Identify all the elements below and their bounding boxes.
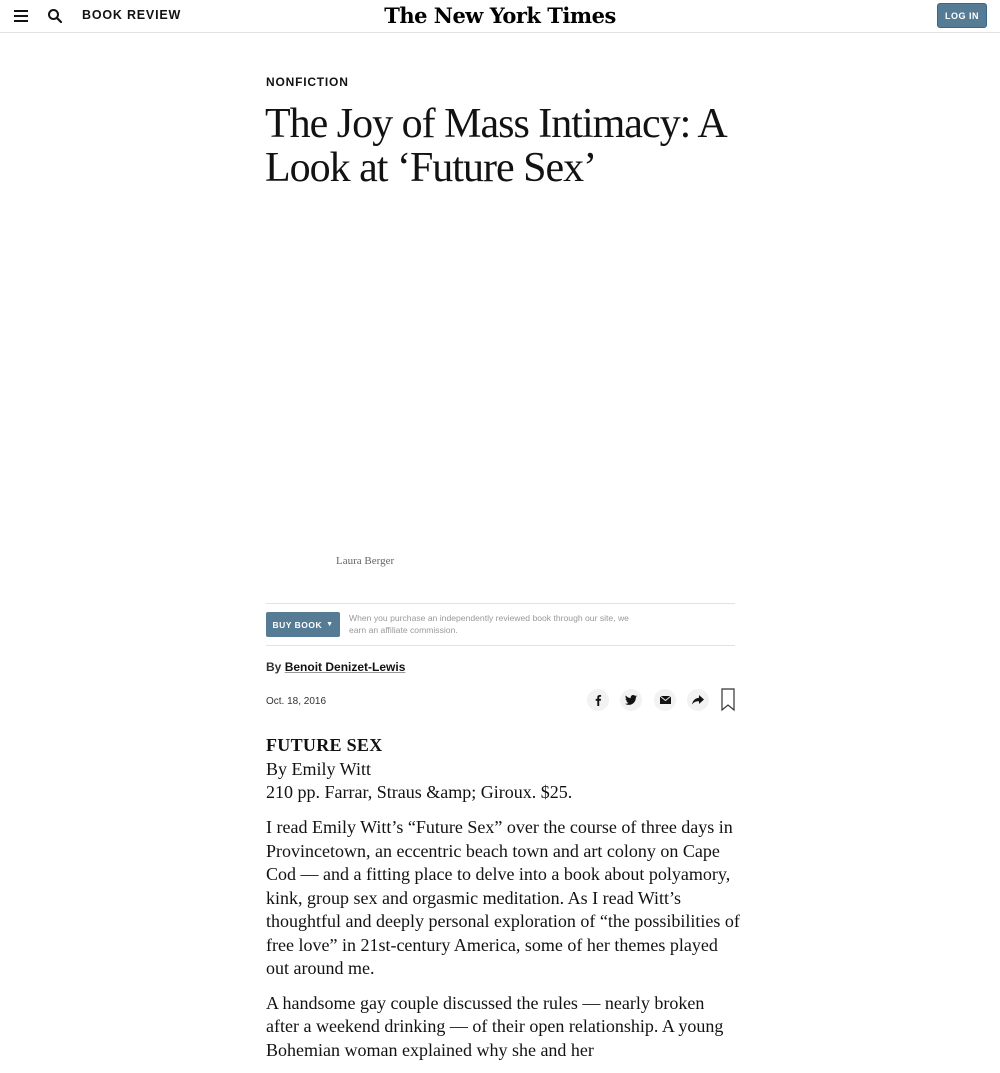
email-icon [660,696,671,704]
section-name-link[interactable]: BOOK REVIEW [82,8,182,22]
buy-book-button[interactable] [266,612,340,637]
article-body [266,816,741,1073]
article-kicker[interactable]: NONFICTION [266,75,349,89]
twitter-icon [625,695,637,705]
caret-down-icon: ▼ [326,621,334,628]
book-details: 210 pp. Farrar, Straus &amp; Giroux. $25. [266,782,573,802]
facebook-icon [593,694,603,706]
body-paragraph: A handsome gay couple discussed the rules — nearly broken after a weekend drinking — of their open relationship. A young Bohemian woman explained why she and her [266,992,724,1060]
body-paragraph: I read Emily Witt’s “Future Sex” over the course of three days in Provincetown, an eccentric beach town and art colony on Cape Cod — and a fitting place to delve into a book about polyamory, kink, group sex and orgasmic meditation. As I read Witt’s thoughtful and deeply personal exploration of “the possibilities of free love” in 21st-century America, some of her themes played out around me. [266,817,740,978]
masthead-text[interactable]: The New York Times [384,3,616,28]
twitter-share-button[interactable] [620,689,642,711]
byline-prefix: By [266,660,285,674]
publish-date: Oct. 18, 2016 [266,696,327,707]
facebook-share-button[interactable] [587,689,609,711]
bookmark-icon[interactable] [721,688,735,712]
affiliate-note: When you purchase an independently reviewed book through our site, we earn an affiliate commission. [349,613,629,635]
book-author: By Emily Witt [266,758,371,779]
share-arrow-icon [692,695,704,705]
buy-book-label: BUY BOOK [272,619,323,630]
top-bar [0,0,1000,33]
more-share-button[interactable] [687,689,709,711]
email-share-button[interactable] [654,689,676,711]
article-headline: The Joy of Mass Intimacy: A Look at ‘Future Sex’ [265,101,725,191]
author-link[interactable]: Benoit Denizet-Lewis [284,660,406,674]
search-icon[interactable] [47,8,63,24]
login-button[interactable]: LOG IN [937,3,987,28]
book-title: FUTURE SEX [266,735,383,755]
lead-image [266,200,735,545]
menu-icon[interactable] [14,10,28,22]
byline [266,660,405,674]
image-credit: Laura Berger [336,555,395,567]
affiliate-bar [266,603,735,646]
book-info [266,734,746,805]
